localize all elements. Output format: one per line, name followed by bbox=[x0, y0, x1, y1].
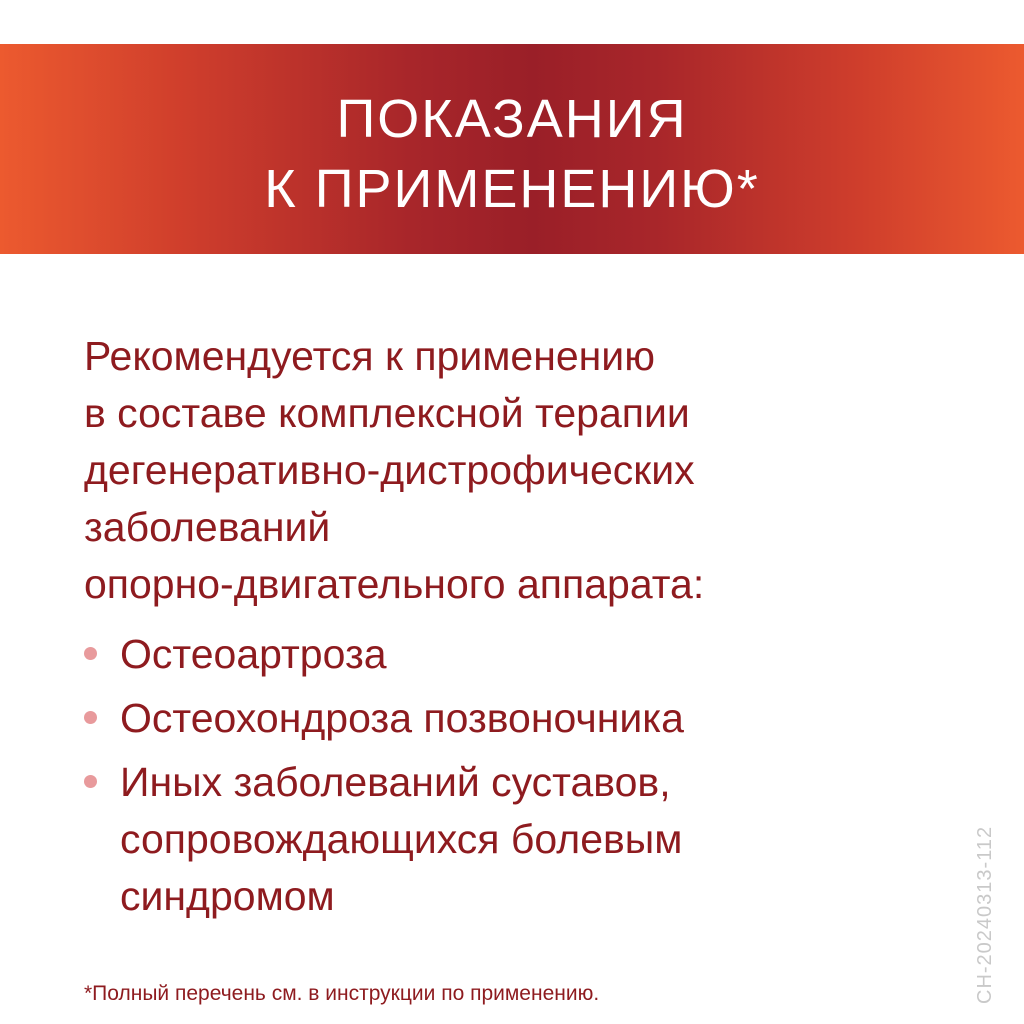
intro-line: Рекомендуется к применению bbox=[84, 333, 655, 379]
intro-line: опорно-двигательного аппарата: bbox=[84, 561, 705, 607]
intro-line: в составе комплексной терапии bbox=[84, 390, 690, 436]
indications-list bbox=[84, 626, 984, 932]
header-banner bbox=[0, 44, 1024, 254]
header-title-line2: К ПРИМЕНЕНИЮ* bbox=[264, 159, 760, 219]
intro-text bbox=[84, 328, 964, 613]
bullet-dot-icon bbox=[84, 711, 97, 724]
intro-line: дегенеративно-дистрофических bbox=[84, 447, 695, 493]
indication-text: Иных заболеваний суставов, bbox=[120, 759, 671, 805]
indication-text: синдромом bbox=[120, 873, 335, 919]
indication-text: Остеохондроза позвоночника bbox=[120, 695, 684, 741]
indication-item-osteochondrosis bbox=[84, 690, 984, 747]
indication-item-joint-diseases bbox=[84, 754, 984, 925]
footnote: *Полный перечень см. в инструкции по применению. bbox=[84, 982, 600, 1005]
indication-text: Остеоартроза bbox=[120, 631, 387, 677]
bullet-dot-icon bbox=[84, 647, 97, 660]
side-registration-code: СН-20240313-112 bbox=[974, 825, 996, 1004]
indication-item-osteoarthritis bbox=[84, 626, 984, 683]
bullet-dot-icon bbox=[84, 775, 97, 788]
intro-line: заболеваний bbox=[84, 504, 331, 550]
indication-text: сопровождающихся болевым bbox=[120, 816, 683, 862]
header-title-line1: ПОКАЗАНИЯ bbox=[336, 89, 688, 149]
